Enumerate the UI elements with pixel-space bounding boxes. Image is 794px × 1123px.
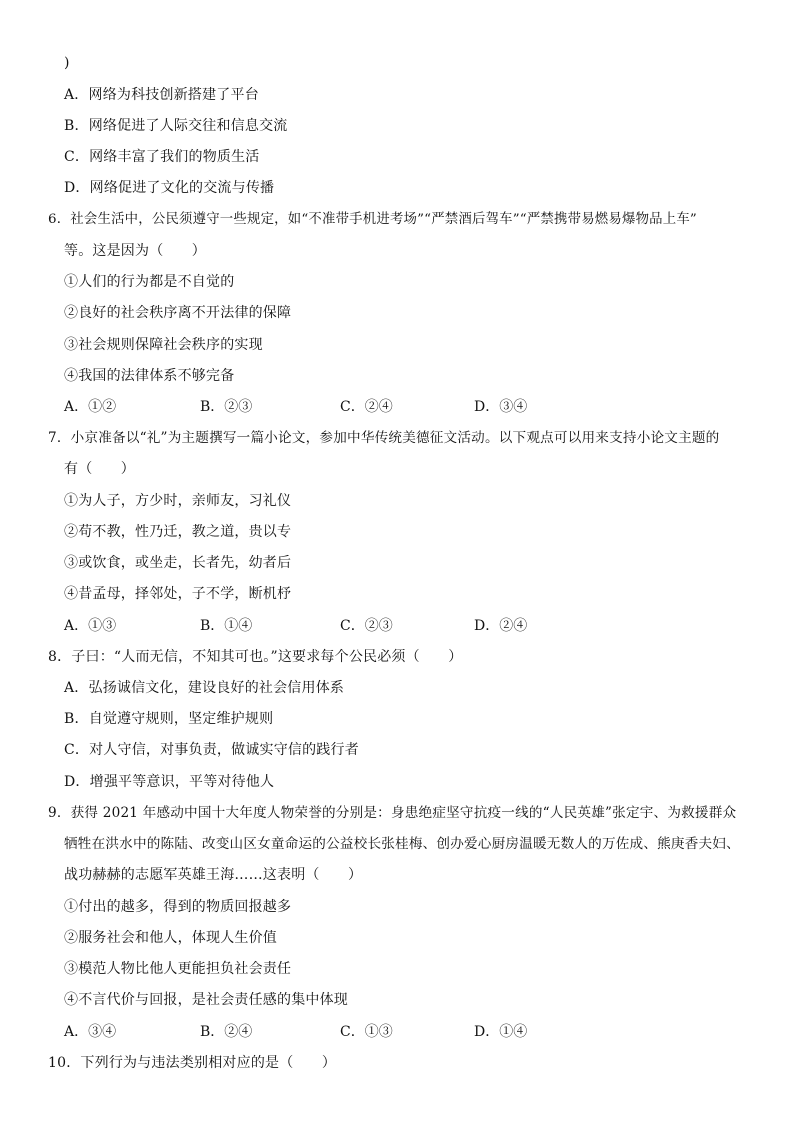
- q7-stem-line-1: 7．小京准备以“礼”为主题撰写一篇小论文，参加中华传统美德征文活动。以下观点可以用来支持小论文主题的: [48, 430, 720, 446]
- q7-statement-4: ④昔孟母，择邻处，子不学，断机杼: [64, 586, 292, 602]
- q9-option-a: A．③④: [64, 1024, 117, 1040]
- q6-stem-line-1: 6．社会生活中，公民须遵守一些规定，如“不准带手机进考场”“严禁酒后驾车”“严禁携带易燃易爆物品上车”: [48, 212, 697, 227]
- q5-option-a: A．网络为科技创新搭建了平台: [64, 87, 259, 103]
- q6-statement-2: ②良好的社会秩序离不开法律的保障: [64, 305, 292, 321]
- q7-option-b: B．①④: [200, 618, 253, 634]
- q8-option-b: B．自觉遵守规则，坚定维护规则: [64, 711, 274, 727]
- q8-option-c: C．对人守信，对事负责，做诚实守信的践行者: [64, 742, 359, 758]
- q9-statement-1: ①付出的越多，得到的物质回报越多: [64, 899, 292, 915]
- q7-option-c: C．②③: [340, 618, 393, 634]
- q7-statement-2: ②苟不教，性乃迁，教之道，贵以专: [64, 524, 292, 540]
- q7-statement-3: ③或饮食，或坐走，长者先，幼者后: [64, 555, 292, 571]
- q8-stem: 8．子曰：“人而无信，不知其可也。”这要求每个公民必须（ ）: [48, 649, 463, 665]
- q9-stem-line-1: 9．获得 2021 年感动中国十大年度人物荣誉的分别是：身患绝症坚守抗疫一线的“人民英雄”张定宇、为救援群众: [48, 805, 737, 821]
- q5-option-c: C．网络丰富了我们的物质生活: [64, 149, 260, 165]
- q9-statement-3: ③模范人物比他人更能担负社会责任: [64, 961, 292, 977]
- q9-option-d: D．①④: [474, 1024, 528, 1040]
- q6-statement-3: ③社会规则保障社会秩序的实现: [64, 337, 263, 353]
- q7-stem-line-2: 有（ ）: [64, 461, 135, 477]
- q9-stem-line-3: 战功赫赫的志愿军英雄王海……这表明（ ）: [64, 867, 363, 883]
- q7-option-a: A．①③: [64, 618, 117, 634]
- q5-option-b: B．网络促进了人际交往和信息交流: [64, 118, 288, 134]
- q5-stem-tail: ): [64, 55, 70, 71]
- q9-statement-4: ④不言代价与回报，是社会责任感的集中体现: [64, 992, 348, 1008]
- q7-option-d: D．②④: [474, 618, 528, 634]
- q7-statement-1: ①为人子，方少时，亲师友，习礼仪: [64, 493, 292, 509]
- q6-statement-1: ①人们的行为都是不自觉的: [64, 274, 235, 290]
- q9-statement-2: ②服务社会和他人，体现人生价值: [64, 930, 277, 946]
- q9-option-c: C．①③: [340, 1024, 393, 1040]
- q6-option-c: C．②④: [340, 399, 393, 415]
- q9-stem-line-2: 牺牲在洪水中的陈陆、改变山区女童命运的公益校长张桂梅、创办爱心厨房温暖无数人的万佐成、熊庚香夫妇、: [64, 836, 740, 852]
- q6-option-a: A．①②: [64, 399, 117, 415]
- q6-stem-line-2: 等。这是因为（ ）: [64, 243, 206, 259]
- q6-statement-4: ④我国的法律体系不够完备: [64, 368, 235, 384]
- q9-option-b: B．②④: [200, 1024, 253, 1040]
- q6-option-d: D．③④: [474, 399, 528, 415]
- q5-option-d: D．网络促进了文化的交流与传播: [64, 180, 275, 196]
- q8-option-a: A．弘扬诚信文化，建设良好的社会信用体系: [64, 680, 345, 696]
- q6-option-b: B．②③: [200, 399, 253, 415]
- q8-option-d: D．增强平等意识，平等对待他人: [64, 774, 275, 790]
- q10-stem: 10．下列行为与违法类别相对应的是（ ）: [48, 1055, 337, 1071]
